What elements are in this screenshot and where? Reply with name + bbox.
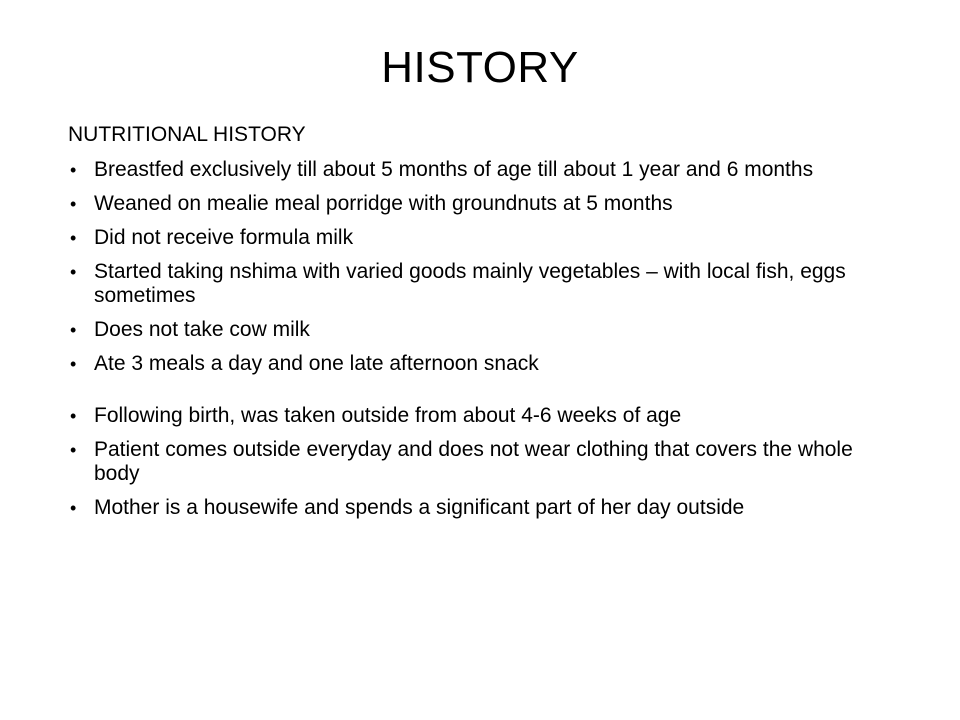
bullet-text: Breastfed exclusively till about 5 months of age till about 1 year and 6 months xyxy=(94,158,814,181)
bullet-item xyxy=(68,158,888,182)
section-subheading: NUTRITIONAL HISTORY xyxy=(68,123,306,146)
bullet-icon: • xyxy=(70,320,77,340)
bullet-text: Did not receive formula milk xyxy=(94,226,354,249)
bullet-text: Patient comes outside everyday and does not wear clothing that covers the whole body xyxy=(94,438,853,485)
slide-content xyxy=(68,121,888,530)
bullet-text: Does not take cow milk xyxy=(94,318,310,341)
bullet-text: Ate 3 meals a day and one late afternoon snack xyxy=(94,352,539,375)
bullet-icon: • xyxy=(70,194,77,214)
bullet-item xyxy=(68,404,888,428)
bullet-item xyxy=(68,192,888,216)
bullet-icon: • xyxy=(70,228,77,248)
bullet-icon: • xyxy=(70,354,77,374)
bullet-item xyxy=(68,318,888,342)
bullet-item xyxy=(68,226,888,250)
slide-title: HISTORY xyxy=(381,43,579,92)
bullet-text: Started taking nshima with varied goods mainly vegetables – with local fish, eggs sometimes xyxy=(94,260,846,307)
bullet-icon: • xyxy=(70,440,77,460)
bullet-icon: • xyxy=(70,160,77,180)
bullet-text: Weaned on mealie meal porridge with groundnuts at 5 months xyxy=(94,192,673,215)
bullet-item xyxy=(68,352,888,376)
bullet-icon: • xyxy=(70,498,77,518)
bullet-icon: • xyxy=(70,262,77,282)
bullet-item xyxy=(68,496,888,520)
bullet-item xyxy=(68,438,888,486)
bullet-text: Mother is a housewife and spends a significant part of her day outside xyxy=(94,496,745,519)
bullet-item xyxy=(68,260,888,308)
bullet-list xyxy=(68,158,888,520)
bullet-icon: • xyxy=(70,406,77,426)
bullet-text: Following birth, was taken outside from about 4-6 weeks of age xyxy=(94,404,682,427)
